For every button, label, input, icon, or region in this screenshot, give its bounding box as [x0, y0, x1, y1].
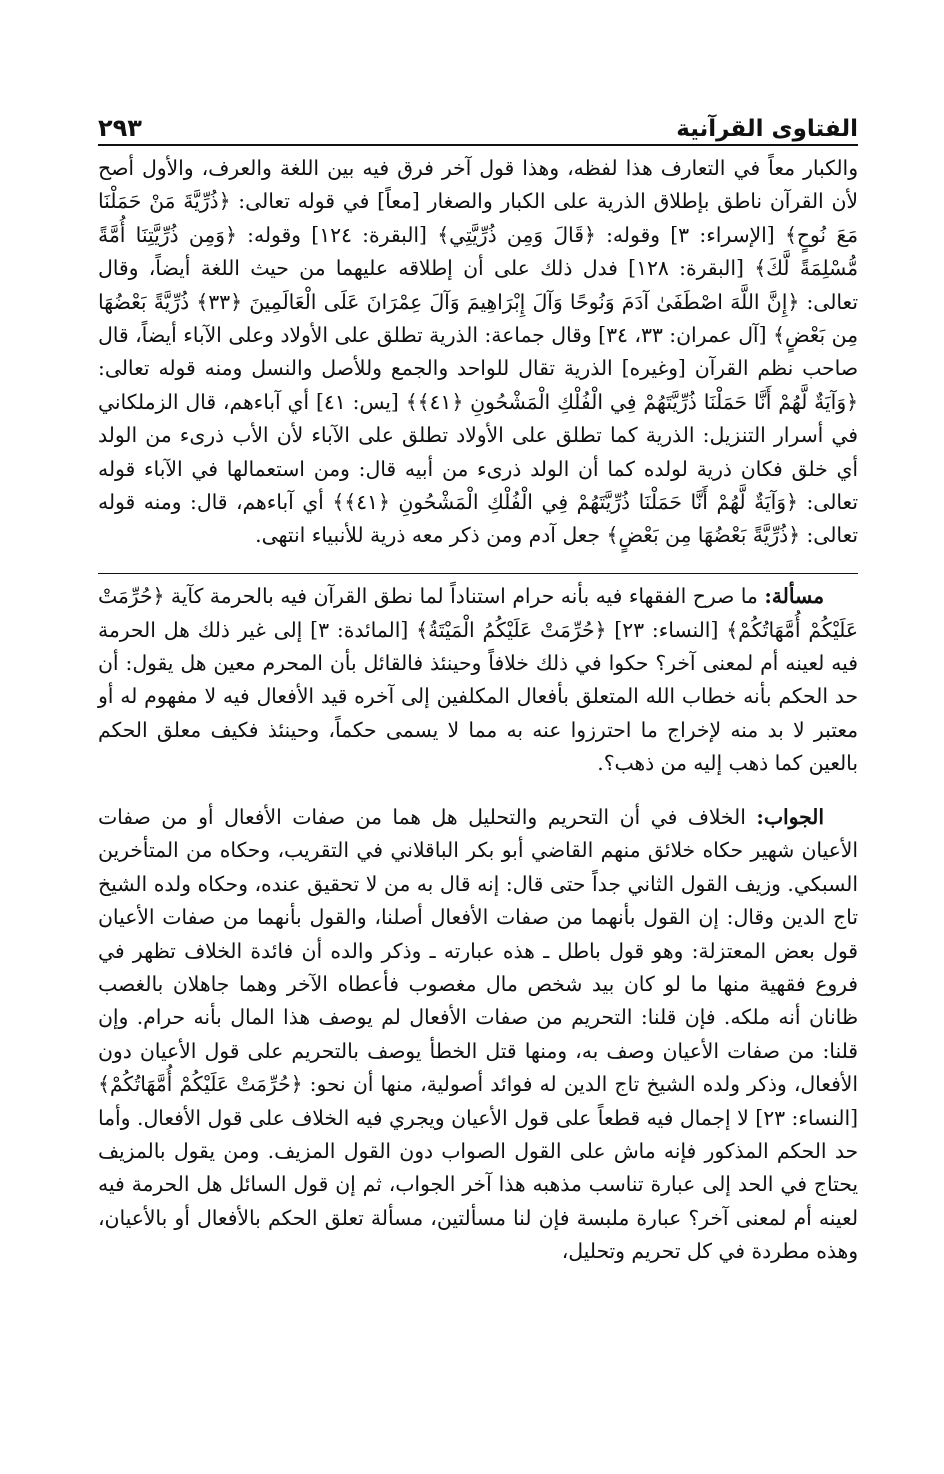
paragraph-question: [98, 580, 858, 780]
paragraph-text: والكبار معاً في التعارف هذا لفظه، وهذا قول آخر فرق فيه بين اللغة والعرف، والأول أصح لأن القرآن ناطق بإطلاق الذرية على الكبار والصغار [معاً] في قوله تعالى: ﴿ذُرِّيَّةَ مَنْ حَمَلْنَا مَعَ نُوحٍ﴾ [الإسراء: ٣] وقوله: ﴿قَالَ وَمِن ذُرِّيَّتِي﴾ [البقرة: ١٢٤] وقوله: ﴿وَمِن ذُرِّيَّتِنَا أُمَّةً مُّسْلِمَةً لَّكَ﴾ [البقرة: ١٢٨] فدل ذلك على أن إطلاقه عليهما من حيث اللغة أيضاً، وقال تعالى: ﴿إِنَّ اللَّهَ اصْطَفَىٰ آدَمَ وَنُوحًا وَآلَ إِبْرَاهِيمَ وَآلَ عِمْرَانَ عَلَى الْعَالَمِينَ ﴿٣٣﴾ ذُرِّيَّةً بَعْضُهَا مِن بَعْضٍ﴾ [آل عمران: ٣٣، ٣٤] وقال جماعة: الذرية تطلق على الأولاد وعلى الآباء أيضاً، قال صاحب نظم القرآن [وغيره] الذرية تقال للواحد والجمع وللأصل والنسل ومنه قوله تعالى: ﴿وَآيَةٌ لَّهُمْ أَنَّا حَمَلْنَا ذُرِّيَّتَهُمْ فِي الْفُلْكِ الْمَشْحُونِ ﴿٤١﴾﴾ [يس: ٤١] أي آباءهم، قال الزملكاني في أسرار التنزيل: الذرية كما تطلق على الأولاد تطلق على الآباء لأن الأب ذرىء من الولد أي خلق فكان ذرية لولده كما أن الولد ذرىء من أبيه قال: ومن استعمالها في الآباء قوله تعالى: ﴿وَآيَةٌ لَّهُمْ أَنَّا حَمَلْنَا ذُرِّيَّتَهُمْ فِي الْفُلْكِ الْمَشْحُونِ ﴿٤١﴾﴾ أي آباءهم، قال: ومنه قوله تعالى: ﴿ذُرِّيَّةً بَعْضُهَا مِن بَعْضٍ﴾ جعل آدم ومن ذكر معه ذرية للأنبياء انتهى.: [98, 156, 859, 548]
book-page: [98, 98, 858, 1289]
page-number: ٢٩٣: [98, 114, 142, 142]
answer-text: الخلاف في أن التحريم والتحليل هل هما من صفات الأفعال أو من صفات الأعيان شهير حكاه خلائق منهم القاضي أبو بكر الباقلاني في التقريب، وحكاه من المتأخرين السبكي. وزيف القول الثاني جداً حتى قال: إنه قال به من لا تحقيق عنده، وحكاه ولده الشيخ تاج الدين وقال: إن القول بأنهما من صفات الأفعال أصلنا، والقول بأنهما من صفات الأعيان قول بعض المعتزلة: وهو قول باطل ـ هذه عبارته ـ وذكر والده أن فائدة الخلاف تظهر في فروع فقهية منها ما لو كان بيد شخص مال مغصوب فأعطاه الآخر وهما جاهلان بالغصب ظانان أنه ملكه. فإن قلنا: التحريم من صفات الأفعال لم يوصف هذا المال بأنه حرام. وإن قلنا: من صفات الأعيان وصف به، ومنها قتل الخطأ يوصف بالتحريم على قول الأعيان دون الأفعال، وذكر ولده الشيخ تاج الدين له فوائد أصولية، منها أن نحو: ﴿حُرِّمَتْ عَلَيْكُمْ أُمَّهَاتُكُمْ﴾ [النساء: ٢٣] لا إجمال فيه قطعاً على قول الأعيان ويجري فيه الخلاف على قول الأفعال. وأما حد الحكم المذكور فإنه ماش على القول الصواب دون القول المزيف. ومن يقول بالمزيف يحتاج في الحد إلى عبارة تناسب مذهبه هذا آخر الجواب، ثم إن قول السائل هل الحرمة فيه لعينه أم لمعنى آخر؟ عبارة ملبسة فإن لنا مسألتين، مسألة تعلق الحكم بالأفعال أو بالأعيان، وهذه مطردة في كل تحريم وتحليل،: [98, 804, 858, 1264]
paragraph-answer: [98, 801, 858, 1269]
question-text: ما صرح الفقهاء فيه بأنه حرام استناداً لما نطق القرآن فيه بالحرمة كآية ﴿حُرِّمَتْ عَلَيْكُمْ أُمَّهَاتُكُمْ﴾ [النساء: ٢٣] ﴿حُرِّمَتْ عَلَيْكُمُ الْمَيْتَةُ﴾ [المائدة: ٣] إلى غير ذلك هل الحرمة فيه لعينه أم لمعنى آخر؟ حكوا في ذلك خلافاً وحينئذ فالقائل بأن المحرم معين هل يقول: أن حد الحكم بأنه خطاب الله المتعلق بأفعال المكلفين إلى آخره قيد الأفعال فيه لا مفهوم له أو معتبر لا بد منه لإخراج ما احترزوا عنه به مما لا يسمى حكماً، وحينئذ فكيف معلق الحكم بالعين كما ذهب إليه من ذهب؟.: [98, 584, 858, 776]
page-header: [98, 98, 858, 146]
paragraph-dhurriyya: [98, 152, 858, 553]
question-label: مسألة:: [764, 584, 824, 609]
running-title: الفتاوى القرآنية: [676, 116, 858, 142]
answer-label: الجواب:: [756, 804, 824, 829]
section-divider: [98, 573, 858, 574]
